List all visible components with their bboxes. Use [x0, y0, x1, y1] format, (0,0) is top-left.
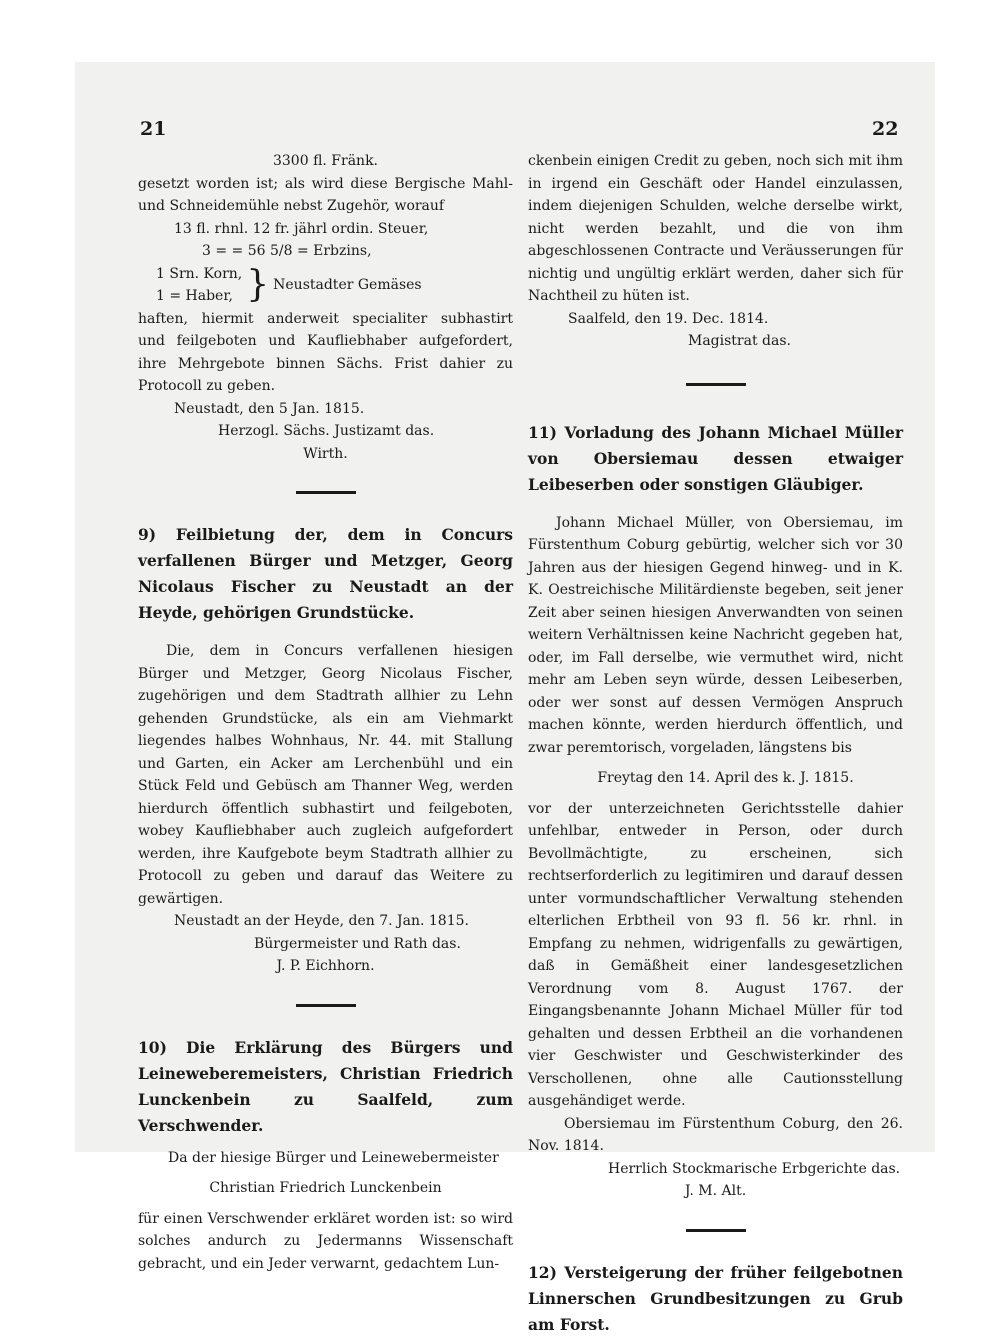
signature-name: J. M. Alt.	[684, 1183, 747, 1199]
signature-name: J. P. Eichhorn.	[276, 958, 375, 974]
grain-item: 1 Srn. Korn,	[156, 265, 243, 282]
place-date: Saalfeld, den 19. Dec. 1814.	[568, 310, 769, 327]
text-line: gesetzt worden ist; als wird diese Bergische Mahl-	[138, 175, 513, 192]
section-divider	[296, 1004, 356, 1007]
page-number-right: 22	[872, 118, 899, 140]
page-number-left: 21	[140, 118, 167, 140]
amount-line: 3300 fl. Fränk.	[272, 153, 379, 169]
signature-office: Magistrat das.	[688, 333, 791, 349]
grain-item: 1 = Haber,	[156, 288, 233, 304]
section-divider	[296, 491, 356, 494]
grain-group	[138, 263, 513, 308]
section-divider	[686, 383, 746, 386]
notice-body-10-cont: ckenbein einigen Credit zu geben, noch sich mit ihm in irgend ein Geschäft oder Handel einzulassen, indem diejenigen Schulden, welche derselbe wirkt, nicht werden bezahlt, und die von ihm abgeschlossenen Contracte und Veräusserungen für nichtig und ungültig erklärt werden, daher sich für Nachtheil zu hüten ist.	[528, 153, 903, 304]
left-column	[138, 150, 513, 1275]
tax-row: 3 = = 56 5/8 = Erbzins,	[202, 243, 372, 259]
notice-body-11: Johann Michael Müller, von Obersiemau, im Fürstenthum Coburg gebürtig, welcher sich vor 30 Jahren aus der hiesigen Gegend hinweg- und in K. K. Oestreichische Militärdienste begeben, seit jener Zeit aber seinen hiesigen Anverwandten von seinen weitern Verhältnissen keine Nachricht gegeben hat, oder, im Fall derselbe, wie vermuthet wird, nicht mehr am Leben seyn würde, dessen Leibeserben, oder wer sonst auf dessen Vermögen Anspruch machen könnte, werden hierdurch öffentlich, und zwar peremtorisch, vorgeladen, längstens bis	[528, 514, 903, 756]
place-date: Neustadt an der Heyde, den 7. Jan. 1815.	[174, 913, 469, 929]
place-date: Neustadt, den 5 Jan. 1815.	[174, 400, 365, 417]
notice-heading-12: 12) Versteigerung der früher feilgebotnen Linnerschen Grundbesitzungen zu Grub am Forst.	[528, 1262, 903, 1334]
text-line: ihre Mehrgebote binnen Sächs. Frist dahier zu	[138, 355, 513, 372]
brace-icon: }	[246, 264, 270, 305]
text-line: haften, hiermit anderweit specialiter subhastirt	[138, 310, 513, 327]
right-column	[528, 150, 903, 1338]
notice-body-10: für einen Verschwender erkläret worden ist: so wird solches andurch zu Jedermanns Wissenschaft gebracht, und ein Jeder verwarnt, gedachtem Lun-	[138, 1210, 513, 1272]
place-date: Obersiemau im Fürstenthum Coburg, den 26. Nov. 1814.	[528, 1115, 903, 1154]
text-line: und feilgeboten und Kaufliebhaber aufgefordert,	[138, 333, 513, 349]
text-line: Protocoll zu geben.	[138, 378, 276, 394]
notice-heading-10: 10) Die Erklärung des Bürgers und Leineweberemeisters, Christian Friedrich Lunckenbein zu Saalfeld, zum Verschwender.	[138, 1037, 513, 1135]
text-line: und Schneidemühle nebst Zugehör, worauf	[138, 198, 445, 214]
signature-office: Herzogl. Sächs. Justizamt das.	[218, 423, 435, 439]
tax-row: 13 fl. rhnl. 12 fr. jährl ordin. Steuer,	[174, 220, 429, 237]
section-divider	[686, 1229, 746, 1232]
signature-name: Wirth.	[303, 445, 348, 462]
notice-body-11b: vor der unterzeichneten Gerichtsstelle dahier unfehlbar, entweder in Person, oder durch Bevollmächtigte, zu erscheinen, sich rechtserforderlich zu legitimiren und darauf dessen unter vormundschaftlicher Verwaltung stehenden elterlichen Erbtheil von 93 fl. 56 kr. rhnl. in Empfang zu nehmen, widrigenfalls zu gewärtigen, daß in Gemäßheit einer landesgesetzlichen Verordnung vom 8. August 1767. der Eingangsbenannte Johann Michael Müller für tod gehalten und dessen Erbtheil an die vorhandenen vier Geschwister und Geschwisterkinder des Verschollenen, ohne alle Cautionsstellung ausgehändiget werde.	[528, 800, 903, 1109]
text-line: Da der hiesige Bürger und Leinewebermeister	[168, 1149, 499, 1166]
notice-heading-9: 9) Feilbietung der, dem in Concurs verfallenen Bürger und Metzger, Georg Nicolaus Fischer zu Neustadt an der Heyde, gehörigen Grundstücke.	[138, 525, 513, 622]
grain-label: Neustadter Gemäses	[273, 276, 422, 293]
signature-office: Herrlich Stockmarische Erbgerichte das.	[608, 1160, 901, 1177]
tax-table	[138, 218, 513, 263]
notice-heading-11: 11) Vorladung des Johann Michael Müller von Obersiemau dessen etwaiger Leibeserben oder sonstigen Gläubiger.	[528, 422, 903, 494]
notice-body-9: Die, dem in Concurs verfallenen hiesigen Bürger und Metzger, Georg Nicolaus Fischer, zugehörigen und dem Stadtrath allhier zu Lehn gehenden Grundstücke, als ein am Viehmarkt liegendes halbes Wohnhaus, Nr. 44. mit Stallung und Garten, ein Acker am Lerchenbühl und ein Stück Feld und Gebüsch am Thanner Weg, werden hierdurch öffentlich subhastirt und feilgeboten, wobey Kaufliebhaber auch zugleich aufgefordert werden, ihre Kaufgebote beym Stadtrath allhier zu Protocoll zu geben und darauf das Weitere zu gewärtigen.	[138, 643, 513, 907]
deadline-line: Freytag den 14. April des k. J. 1815.	[597, 770, 854, 786]
signature-office: Bürgermeister und Rath das.	[254, 935, 461, 952]
person-name: Christian Friedrich Lunckenbein	[209, 1180, 442, 1196]
